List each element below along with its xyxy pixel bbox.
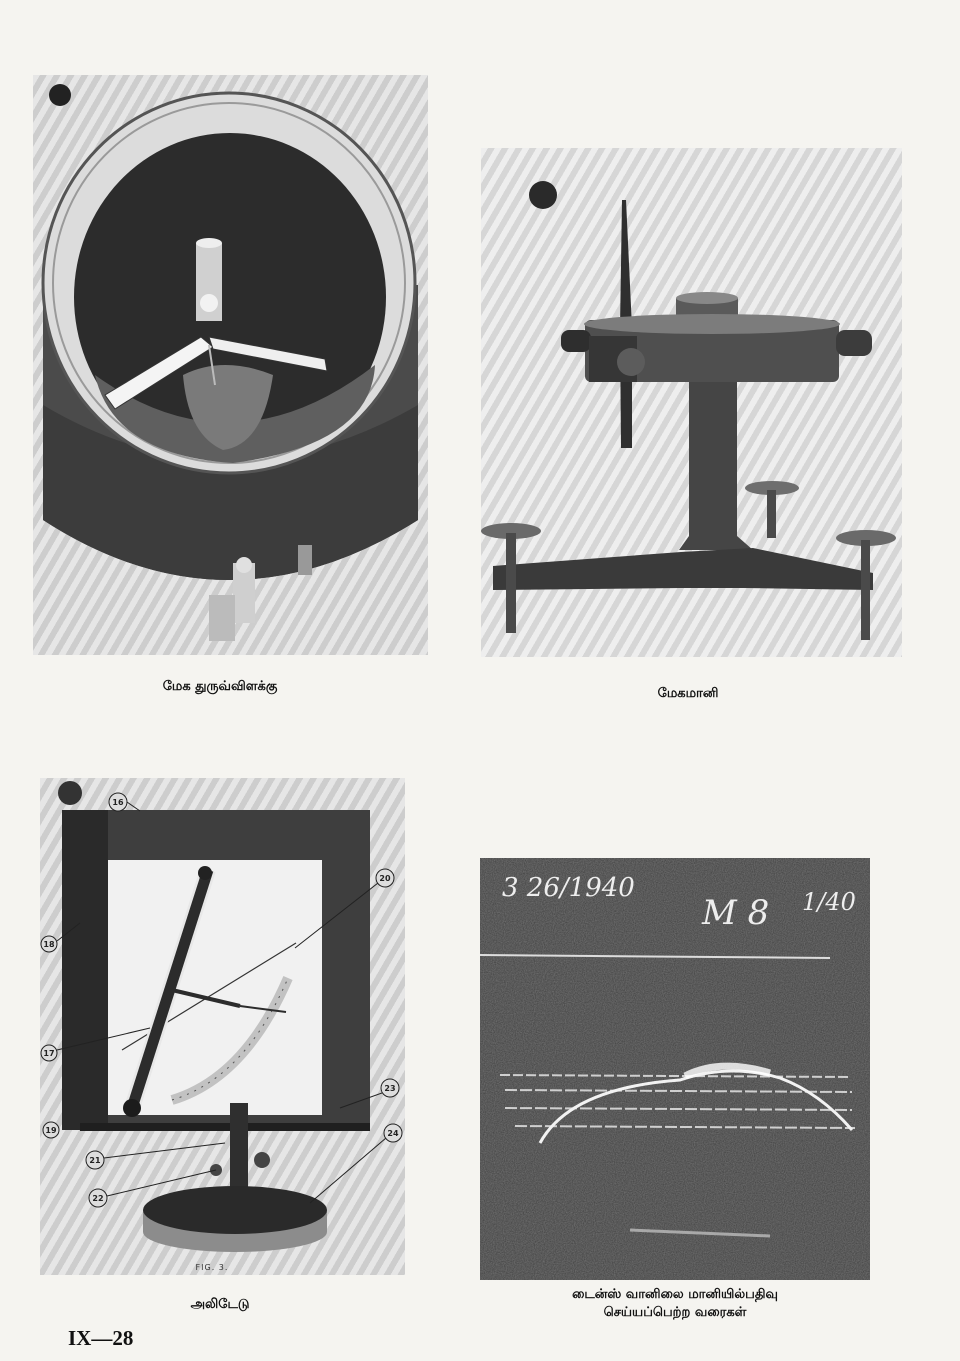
page-number: IX—28: [68, 1326, 134, 1350]
svg-text:21: 21: [89, 1156, 101, 1165]
svg-text:17: 17: [43, 1049, 55, 1058]
callout-21: [86, 1151, 104, 1169]
recorder-traces-drawing: [480, 858, 870, 1280]
svg-text:16: 16: [112, 798, 124, 807]
handwritten-fraction: 1/40: [802, 888, 856, 916]
cloud-searchlight-drawing: [33, 75, 428, 655]
callout-20: [376, 869, 394, 887]
caption-recorder-line-1: டைன்ஸ் வானிலை மானியில்பதிவு: [572, 1287, 778, 1302]
callout-17: [41, 1045, 57, 1061]
photo-cloud-searchlight: [33, 75, 428, 655]
photo-alidade: [40, 778, 405, 1275]
handwritten-date: 3 26/1940: [502, 873, 635, 903]
callout-24: [384, 1124, 402, 1142]
caption-alidade: அலிடேடு: [190, 1297, 250, 1312]
clinometer-drawing: [481, 148, 902, 657]
svg-text:23: 23: [384, 1084, 396, 1093]
alidade-drawing: [40, 778, 405, 1275]
callout-16: [109, 793, 127, 811]
svg-text:18: 18: [43, 940, 55, 949]
svg-text:19: 19: [45, 1126, 57, 1135]
svg-text:24: 24: [387, 1129, 399, 1138]
callout-18: [41, 936, 57, 952]
callout-22: [89, 1189, 107, 1207]
figure-label: FIG. 3.: [195, 1263, 229, 1272]
handwritten-mark: M 8: [702, 893, 770, 933]
photo-clinometer: [481, 148, 902, 657]
callout-23: [381, 1079, 399, 1097]
svg-text:20: 20: [379, 874, 391, 883]
callout-19: [43, 1122, 59, 1138]
caption-recorder-line-2: செய்யப்பெற்ற வரைகள்: [603, 1305, 747, 1320]
svg-text:22: 22: [92, 1194, 104, 1203]
caption-cloud-searchlight: மேக துருவ்விளக்கு: [162, 679, 278, 694]
caption-clinometer: மேகமானி: [657, 686, 719, 701]
photo-recorder-traces: [480, 858, 870, 1280]
